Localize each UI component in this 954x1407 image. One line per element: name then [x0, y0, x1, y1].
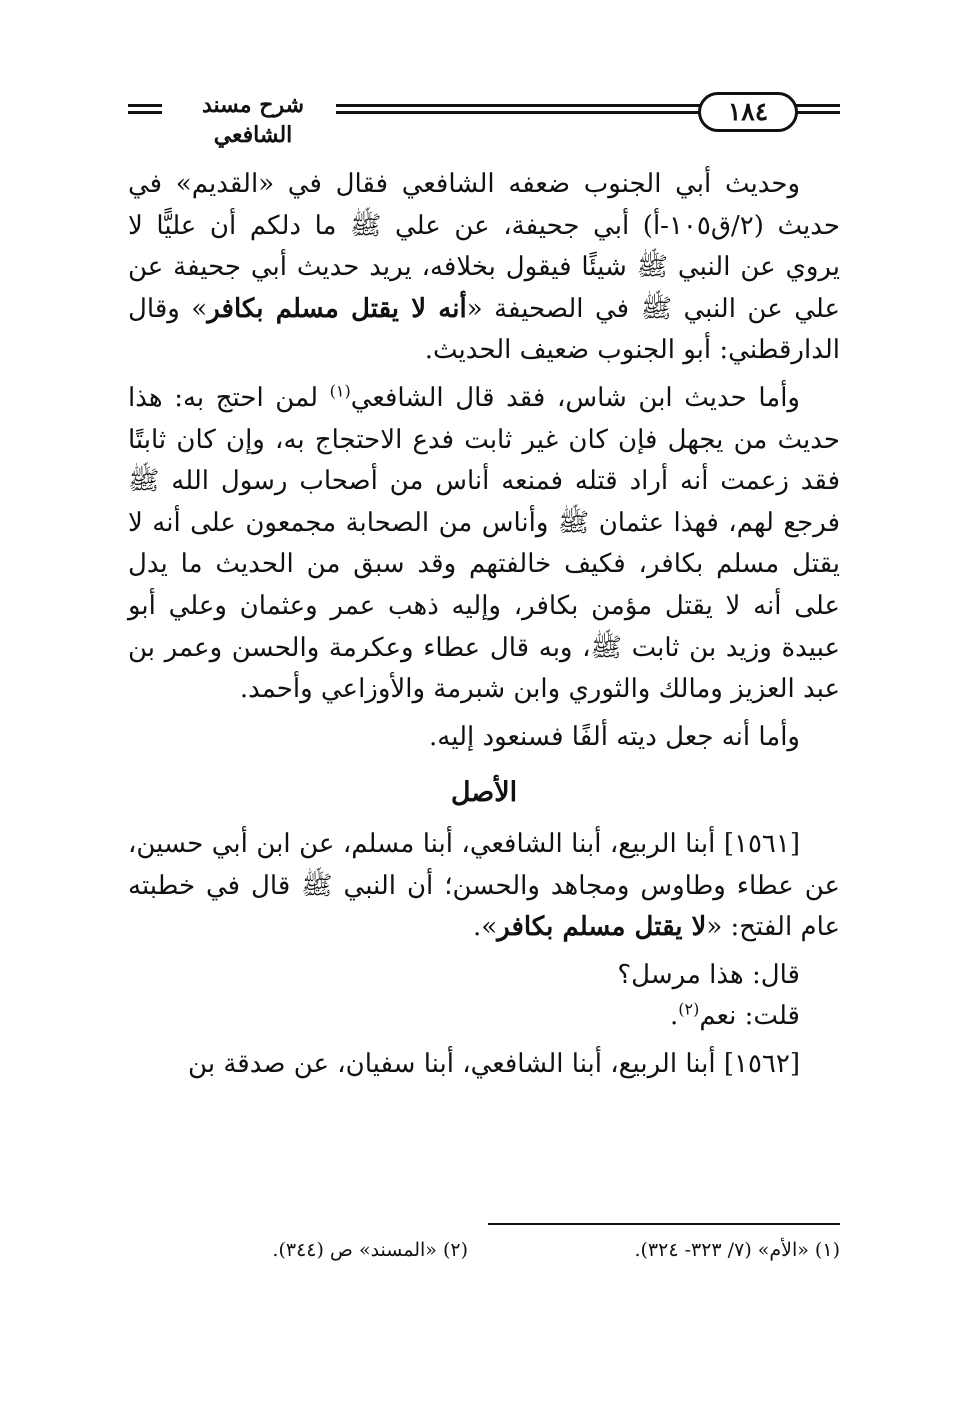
footnote-marker-1[interactable]: (١): [329, 381, 351, 401]
dialogue-question: قال: هذا مرسل؟: [617, 959, 800, 990]
page-number: ١٨٤: [698, 92, 798, 132]
answer-text: قلت: نعم: [699, 1001, 800, 1032]
hadith-quote: لا يقتل مسلم بكافر: [497, 912, 707, 943]
running-header: [128, 86, 840, 148]
main-text: [128, 164, 840, 1091]
header-rule-middle: [336, 104, 700, 107]
footnote-separator: [488, 1223, 840, 1225]
paragraph-text-rest: لمن احتج به: هذا حديث من يجهل فإن كان غير ثابت فدع الاحتجاج به، وإن كان ثابتًا فقد زعمت أنه أراد قتله فمنعه أناس من أصحاب رسول الله ﷺ فرجع لهم، فهذا عثمان ﷺ وأناس من الصحابة مجمعون على أنه لا يقتل مسلم بكافر، فكيف خالفتهم وقد سبق من الحديث ما يدل على أنه لا يقتل مؤمن بكافر، وإليه ذهب عمر وعثمان وعلي أبو عبيدة وزيد بن ثابت ﷺ، وبه قال عطاء وعكرمة والحسن وعمر بن عبد العزيز ومالك والثوري وابن شبرمة والأوزاعي وأحمد.: [128, 382, 840, 705]
header-rule-right: [794, 104, 840, 107]
header-rule-left: [128, 104, 162, 107]
paragraph-text-end: » وقال الدارقطني: أبو الجنوب ضعيف الحديث.: [128, 293, 840, 366]
hadith-1562: [١٥٦٢] أبنا الربيع، أبنا الشافعي، أبنا سفيان، عن صدقة بن: [188, 1048, 800, 1079]
dialogue-answer: [128, 996, 840, 1038]
footnote-1: (١) «الأم» (٧/ ٣٢٣- ٣٢٤).: [634, 1239, 840, 1261]
hadith-1561: [128, 824, 840, 949]
hadith-quote: أنه لا يقتل مسلم بكافر: [207, 293, 467, 324]
answer-period: .: [669, 1001, 679, 1032]
hadith-text: [١٥٦١] أبنا الربيع، أبنا الشافعي، أبنا مسلم، عن ابن أبي حسين، عن عطاء وطاوس ومجاهد والحسن؛ أن النبي ﷺ قال في خطبته عام الفتح: «: [128, 828, 840, 943]
paragraph-abu-al-janub: [128, 164, 840, 372]
footnotes: [128, 1236, 840, 1266]
paragraph-ibn-shas: [128, 378, 840, 711]
footnote-2: (٢) «المسند» ص (٣٤٤).: [272, 1239, 468, 1261]
paragraph-text: وحديث أبي الجنوب ضعفه الشافعي فقال في «القديم» في حديث (٢/ق١٠٥-أ) أبي جحيفة، عن علي ﷺ ما دلكم أن عليًّا لا يروي عن النبي ﷺ شيئًا فيقول بخلافه، يريد حديث أبي جحيفة عن علي عن النبي ﷺ في الصحيفة «: [128, 169, 841, 324]
paragraph-text: وأما حديث ابن شاس، فقد قال الشافعي: [350, 382, 800, 413]
book-title: شرح مسند الشافعي: [201, 92, 305, 148]
section-heading: الأصل: [450, 777, 518, 809]
footnote-marker-2[interactable]: (٢): [678, 999, 700, 1019]
hadith-text-end: ».: [472, 912, 498, 943]
paragraph-diyah: وأما أنه جعل ديته ألفًا فسنعود إليه.: [429, 721, 800, 752]
